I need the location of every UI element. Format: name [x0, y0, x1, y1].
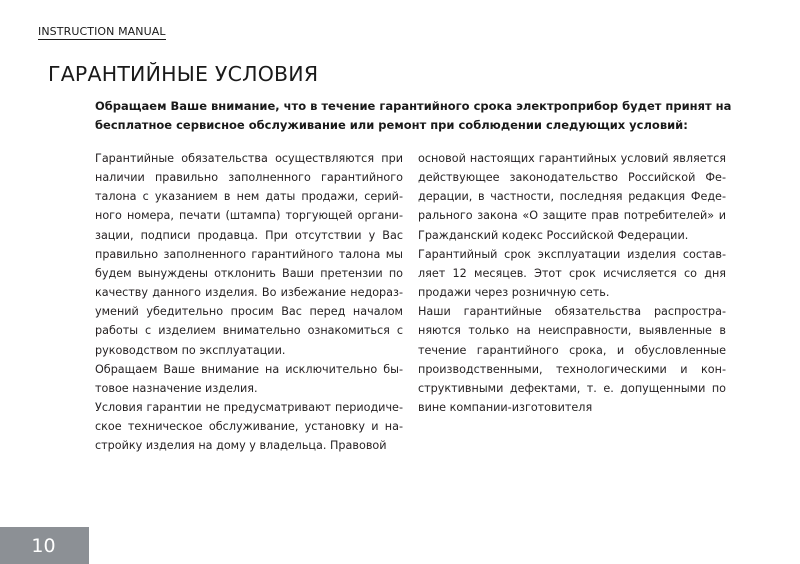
left-text-column [95, 149, 403, 456]
page-number-box [0, 527, 89, 564]
left-paragraph-3: Условия гарантии не предусматривают периодическое техническое обслуживание, установку и настройку изделия на дому у владельца. Правовой [95, 401, 403, 453]
left-paragraph-2: Обращаем Ваше внимание на исключительно бытовое назначение изделия. [95, 362, 403, 395]
right-paragraph-1: основой настоящих гарантийных условий является действующее законодательство Российской Федерации, в частности, последняя редакция Федерального закона «О защите прав потребителей» и Гражданский кодекс Российской Федерации. [418, 152, 726, 242]
right-paragraph-2: Гарантийный срок эксплуатации изделия составляет 12 месяцев. Этот срок исчисляется со дня продажи через розничную сеть. [418, 247, 726, 300]
right-paragraph-3: Наши гарантийные обязательства распространяются только на неисправности, выявленные в течение гарантийного срока, и обусловленные производственными, технологическими и конструктивными дефектами, т. е. допущенными по вине компании-изготовителя [418, 305, 726, 415]
left-paragraph-1: Гарантийные обязательства осуществляются при наличии правильно заполненного гарантийного талона с указанием в нем даты продажи, серийного номера, печати (штампа) торгующей организации, подписи продавца. При отсутствии у Вас правильно заполненного гарантийного талона мы будем вынуждены отклонить Ваши претензии по качеству данного изделия. Во избежание недоразумений убедительно просим Вас перед началом работы с изделием внимательно ознакомиться с руководством по эксплуатации. [95, 152, 403, 357]
page-number: 10 [31, 534, 56, 557]
manual-header-label: INSTRUCTION MANUAL [38, 25, 166, 38]
intro-paragraph: Обращаем Ваше внимание, что в течение гарантийного срока электроприбор будет принят на бесплатное сервисное обслуживание или ремонт при соблюдении следующих условий: [95, 99, 732, 132]
page-title: ГАРАНТИЙНЫЕ УСЛОВИЯ [48, 62, 319, 86]
right-text-column [418, 149, 726, 417]
